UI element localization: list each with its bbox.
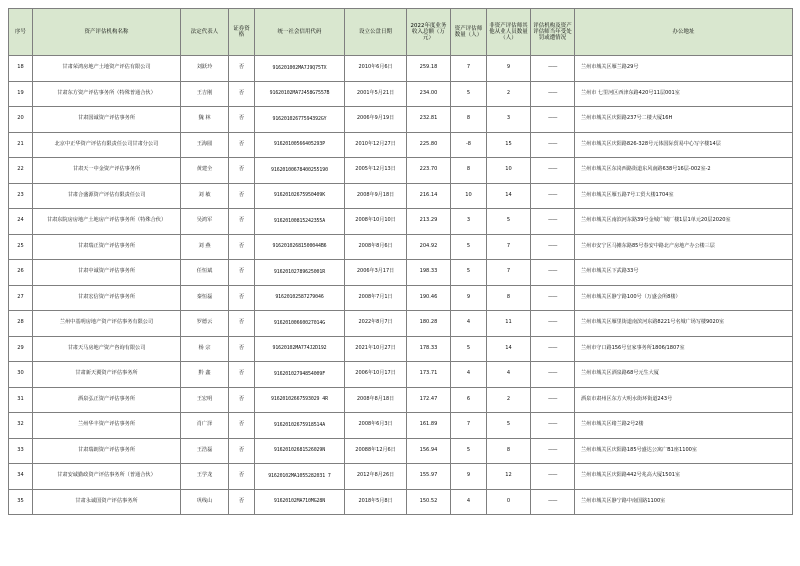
cell-annual-income: 172.47 [407, 387, 451, 413]
cell-agency-name: 甘肃瑞正资产评估事务所 [33, 234, 181, 260]
cell-seq: 24 [9, 209, 33, 235]
cell-legal-rep: 任恒斌 [181, 260, 229, 286]
cell-seq: 19 [9, 81, 33, 107]
cell-office-address: 兰州市城关区庆阳路826-328号元体国际贸易中心写字楼14层 [575, 132, 793, 158]
header-row [9, 9, 793, 56]
cell-seq: 28 [9, 311, 33, 337]
cell-office-address: 兰州市城关区酒泉路68号元生大厦 [575, 362, 793, 388]
cell-other-staff-count: 5 [487, 209, 531, 235]
cell-annual-income: 178.33 [407, 336, 451, 362]
cell-agency-name: 北京中正华资产评估有限责任公司甘肃分公司 [33, 132, 181, 158]
cell-legal-rep: 秦恒磊 [181, 285, 229, 311]
cell-office-address: 兰州市城关区雁五路7号工贸大楼1704室 [575, 183, 793, 209]
table-row [9, 132, 793, 158]
cell-other-staff-count: 12 [487, 464, 531, 490]
cell-legal-rep: 黔 鑫 [181, 362, 229, 388]
cell-credit-code: 91620100566405293P [255, 132, 345, 158]
cell-agency-name: 酒泉弘正资产评估事务所 [33, 387, 181, 413]
cell-establish-date: 2006年3月17日 [345, 260, 407, 286]
cell-penalty-status: —— [531, 234, 575, 260]
cell-penalty-status: —— [531, 438, 575, 464]
cell-appraiser-count: 5 [451, 234, 487, 260]
cell-office-address: 兰州市城关区下武路33号 [575, 260, 793, 286]
cell-other-staff-count: 3 [487, 107, 531, 133]
cell-annual-income: 190.46 [407, 285, 451, 311]
cell-annual-income: 234.00 [407, 81, 451, 107]
cell-agency-name: 甘肃国诚资产评估事务所 [33, 107, 181, 133]
cell-seq: 32 [9, 413, 33, 439]
cell-penalty-status: —— [531, 464, 575, 490]
cell-credit-code: 91620102MA1055282031 7 [255, 464, 345, 490]
cell-appraiser-count: 8 [451, 107, 487, 133]
cell-appraiser-count: 5 [451, 336, 487, 362]
cell-annual-income: 155.97 [407, 464, 451, 490]
cell-office-address: 兰州市城关区静宁路中南国路1100室 [575, 489, 793, 515]
cell-other-staff-count: 2 [487, 387, 531, 413]
cell-credit-code: 91620102MA774J2D192 [255, 336, 345, 362]
cell-establish-date: 2010年12月27日 [345, 132, 407, 158]
cell-other-staff-count: 8 [487, 438, 531, 464]
cell-seq: 18 [9, 56, 33, 82]
cell-securities-qualification: 否 [229, 336, 255, 362]
cell-appraiser-count: 8 [451, 158, 487, 184]
cell-legal-rep: 王宏明 [181, 387, 229, 413]
cell-securities-qualification: 否 [229, 132, 255, 158]
cell-credit-code: 91620100815242355A [255, 209, 345, 235]
cell-penalty-status: —— [531, 413, 575, 439]
cell-appraiser-count: 6 [451, 387, 487, 413]
cell-credit-code: 91620102667593029 4R [255, 387, 345, 413]
cell-seq: 29 [9, 336, 33, 362]
table-row [9, 158, 793, 184]
cell-seq: 21 [9, 132, 33, 158]
cell-seq: 31 [9, 387, 33, 413]
cell-agency-name: 甘肃天一中金资产评估事务所 [33, 158, 181, 184]
cell-securities-qualification: 否 [229, 107, 255, 133]
cell-seq: 22 [9, 158, 33, 184]
cell-other-staff-count: 11 [487, 311, 531, 337]
table-header [9, 9, 793, 56]
cell-office-address: 兰州市城关区庆阳路442号兆高大厦1501室 [575, 464, 793, 490]
cell-establish-date: 2018年5月8日 [345, 489, 407, 515]
cell-office-address: 兰州市城关区绪兰路2号2楼 [575, 413, 793, 439]
cell-securities-qualification: 否 [229, 413, 255, 439]
cell-annual-income: 216.14 [407, 183, 451, 209]
table-row [9, 183, 793, 209]
cell-office-address: 兰州市守口路156号皇家事务所1806/1807室 [575, 336, 793, 362]
table-row [9, 489, 793, 515]
cell-securities-qualification: 否 [229, 387, 255, 413]
cell-securities-qualification: 否 [229, 81, 255, 107]
cell-appraiser-count: 5 [451, 438, 487, 464]
cell-securities-qualification: 否 [229, 183, 255, 209]
cell-annual-income: 150.52 [407, 489, 451, 515]
cell-legal-rep: 黄建全 [181, 158, 229, 184]
cell-legal-rep: 肖广泽 [181, 413, 229, 439]
cell-other-staff-count: 10 [487, 158, 531, 184]
cell-other-staff-count: 8 [487, 285, 531, 311]
table-row [9, 234, 793, 260]
cell-annual-income: 161.89 [407, 413, 451, 439]
cell-annual-income: 204.92 [407, 234, 451, 260]
cell-credit-code: 91620102675950409K [255, 183, 345, 209]
cell-legal-rep: 罗德云 [181, 311, 229, 337]
cell-establish-date: 2006年10月17日 [345, 362, 407, 388]
cell-appraiser-count: 7 [451, 413, 487, 439]
cell-agency-name: 甘肃东院房房地产土地房产评估事务所（特殊合伙） [33, 209, 181, 235]
cell-other-staff-count: 2 [487, 81, 531, 107]
cell-appraiser-count: -8 [451, 132, 487, 158]
cell-establish-date: 2010年6月6日 [345, 56, 407, 82]
table-row [9, 107, 793, 133]
table-row [9, 387, 793, 413]
cell-legal-rep: 刘 敏 [181, 183, 229, 209]
cell-securities-qualification: 否 [229, 158, 255, 184]
cell-office-address: 酒泉市肃州区东方大明水街环街道243号 [575, 387, 793, 413]
cell-securities-qualification: 否 [229, 285, 255, 311]
cell-seq: 25 [9, 234, 33, 260]
cell-agency-name: 甘肃荣鸿房地产土地资产评估有限公司 [33, 56, 181, 82]
cell-agency-name: 甘肃瑞朗资产评估事务所 [33, 438, 181, 464]
cell-agency-name: 甘肃中诚资产评估事务所 [33, 260, 181, 286]
cell-securities-qualification: 否 [229, 464, 255, 490]
cell-office-address: 兰州市城关区庆阳路185号盛达公寓广B1座1100室 [575, 438, 793, 464]
cell-other-staff-count: 14 [487, 336, 531, 362]
cell-agency-name: 兰州中基明房地产资产评估事务有限公司 [33, 311, 181, 337]
table-row [9, 336, 793, 362]
cell-penalty-status: —— [531, 285, 575, 311]
table-row [9, 209, 793, 235]
cell-establish-date: 2008年10月10日 [345, 209, 407, 235]
cell-annual-income: 198.33 [407, 260, 451, 286]
cell-seq: 33 [9, 438, 33, 464]
cell-other-staff-count: 4 [487, 362, 531, 388]
cell-seq: 20 [9, 107, 33, 133]
cell-securities-qualification: 否 [229, 438, 255, 464]
cell-legal-rep: 魏 林 [181, 107, 229, 133]
cell-establish-date: 2008年9月18日 [345, 183, 407, 209]
cell-credit-code: 91620102794854009F [255, 362, 345, 388]
cell-office-address: 兰州市城关区静宁路100号（万盛会所8楼） [575, 285, 793, 311]
cell-penalty-status: —— [531, 132, 575, 158]
cell-legal-rep: 王海圆 [181, 132, 229, 158]
cell-credit-code: 91620102789625001R [255, 260, 345, 286]
cell-appraiser-count: 5 [451, 81, 487, 107]
cell-penalty-status: —— [531, 209, 575, 235]
cell-credit-code: 91620102677594392GY [255, 107, 345, 133]
cell-securities-qualification: 否 [229, 260, 255, 286]
header-agency-name: 资产评估机构名称 [33, 9, 181, 56]
header-credit-code: 统一社会信用代码 [255, 9, 345, 56]
header-penalty-status: 评估机构及资产评估师当年受处罚或遭情况 [531, 9, 575, 56]
cell-credit-code: 916201002MA7J9Q75TX [255, 56, 345, 82]
cell-seq: 23 [9, 183, 33, 209]
cell-other-staff-count: 14 [487, 183, 531, 209]
cell-office-address: 兰州市安宁区马摊东路85号春安中路北产房地产办公楼三层 [575, 234, 793, 260]
cell-penalty-status: —— [531, 336, 575, 362]
cell-other-staff-count: 7 [487, 260, 531, 286]
cell-legal-rep: 王吉刚 [181, 81, 229, 107]
cell-establish-date: 2021年10月27日 [345, 336, 407, 362]
header-establish-date: 设立公盘日期 [345, 9, 407, 56]
cell-appraiser-count: 10 [451, 183, 487, 209]
cell-penalty-status: —— [531, 387, 575, 413]
cell-credit-code: 91620102MA7J458G7557B [255, 81, 345, 107]
cell-appraiser-count: 5 [451, 260, 487, 286]
cell-credit-code: 91620102675918514A [255, 413, 345, 439]
cell-other-staff-count: 9 [487, 56, 531, 82]
cell-annual-income: 173.71 [407, 362, 451, 388]
header-seq: 序号 [9, 9, 33, 56]
cell-agency-name: 甘肃宏信资产评估事务所 [33, 285, 181, 311]
cell-establish-date: 2022年8月7日 [345, 311, 407, 337]
cell-office-address: 兰州市城关区雁里街道南滨河东路8221号名城广场写楼9020室 [575, 311, 793, 337]
cell-annual-income: 225.80 [407, 132, 451, 158]
cell-appraiser-count: 4 [451, 362, 487, 388]
cell-credit-code: 91620102MA710MG28N [255, 489, 345, 515]
appraisal-agency-table [8, 8, 793, 515]
cell-office-address: 兰州市 七里河区西津东路420号11层001室 [575, 81, 793, 107]
cell-other-staff-count: 0 [487, 489, 531, 515]
cell-penalty-status: —— [531, 107, 575, 133]
cell-legal-rep: 杨 宗 [181, 336, 229, 362]
cell-credit-code: 91620102681500044B6 [255, 234, 345, 260]
cell-office-address: 兰州市城关区南滨河东路39号金城广城厂楼1层1单元20层2020室 [575, 209, 793, 235]
cell-credit-code: 91620100660027014G [255, 311, 345, 337]
cell-securities-qualification: 否 [229, 209, 255, 235]
cell-appraiser-count: 7 [451, 56, 487, 82]
cell-annual-income: 156.94 [407, 438, 451, 464]
cell-establish-date: 2006年9月19日 [345, 107, 407, 133]
table-body [9, 56, 793, 515]
header-other-staff-count: 非资产评估师其他从业人员数量（人） [487, 9, 531, 56]
cell-annual-income: 232.81 [407, 107, 451, 133]
cell-annual-income: 259.18 [407, 56, 451, 82]
cell-office-address: 兰州市城关区东岗西路街道东风南路638号16层-002室-2 [575, 158, 793, 184]
table-row [9, 311, 793, 337]
cell-office-address: 兰州市城关区庆阳路237号二楼大厦16H [575, 107, 793, 133]
cell-seq: 26 [9, 260, 33, 286]
cell-appraiser-count: 3 [451, 209, 487, 235]
cell-penalty-status: —— [531, 489, 575, 515]
cell-securities-qualification: 否 [229, 234, 255, 260]
table-row [9, 464, 793, 490]
cell-appraiser-count: 4 [451, 489, 487, 515]
cell-penalty-status: —— [531, 81, 575, 107]
cell-penalty-status: —— [531, 183, 575, 209]
table-row [9, 362, 793, 388]
cell-legal-rep: 刘 燕 [181, 234, 229, 260]
table-row [9, 285, 793, 311]
cell-securities-qualification: 否 [229, 311, 255, 337]
cell-credit-code: 91620102587279046 [255, 285, 345, 311]
cell-penalty-status: —— [531, 260, 575, 286]
cell-appraiser-count: 4 [451, 311, 487, 337]
cell-seq: 30 [9, 362, 33, 388]
cell-agency-name: 兰州华丰资产评估事务所 [33, 413, 181, 439]
header-office-address: 办公地址 [575, 9, 793, 56]
cell-other-staff-count: 15 [487, 132, 531, 158]
cell-agency-name: 甘肃天马房地产资产咨询有限公司 [33, 336, 181, 362]
cell-establish-date: 2008年8月18日 [345, 387, 407, 413]
cell-seq: 35 [9, 489, 33, 515]
header-annual-income: 2022年度业务收入总额（万元） [407, 9, 451, 56]
cell-establish-date: 2008年7月1日 [345, 285, 407, 311]
cell-agency-name: 甘肃合盛源资产评估有限责任公司 [33, 183, 181, 209]
cell-legal-rep: 巩线山 [181, 489, 229, 515]
cell-other-staff-count: 5 [487, 413, 531, 439]
cell-appraiser-count: 9 [451, 285, 487, 311]
table-row [9, 260, 793, 286]
header-legal-rep: 法定代表人 [181, 9, 229, 56]
table-row [9, 81, 793, 107]
table-row [9, 413, 793, 439]
cell-credit-code: 91620102681526029N [255, 438, 345, 464]
cell-seq: 34 [9, 464, 33, 490]
cell-seq: 27 [9, 285, 33, 311]
cell-penalty-status: —— [531, 311, 575, 337]
cell-establish-date: 2008年6月3日 [345, 413, 407, 439]
cell-establish-date: 2001年5月21日 [345, 81, 407, 107]
cell-agency-name: 甘肃安诚勤政资产评估事务所（普通合伙） [33, 464, 181, 490]
cell-penalty-status: —— [531, 158, 575, 184]
cell-agency-name: 甘肃永诚国资产评估事务所 [33, 489, 181, 515]
header-appraiser-count: 资产评估师数量（人） [451, 9, 487, 56]
cell-legal-rep: 王浩磊 [181, 438, 229, 464]
cell-securities-qualification: 否 [229, 489, 255, 515]
cell-penalty-status: —— [531, 362, 575, 388]
cell-annual-income: 180.28 [407, 311, 451, 337]
cell-establish-date: 2005年12月13日 [345, 158, 407, 184]
cell-legal-rep: 吴鸿军 [181, 209, 229, 235]
header-securities-qualification: 证券资格 [229, 9, 255, 56]
cell-agency-name: 甘肃东方资产评估事务所（特殊普通合伙） [33, 81, 181, 107]
cell-legal-rep: 王学龙 [181, 464, 229, 490]
cell-establish-date: 2012年8月26日 [345, 464, 407, 490]
cell-annual-income: 223.70 [407, 158, 451, 184]
cell-office-address: 兰州市城关区雁兰路29号 [575, 56, 793, 82]
cell-appraiser-count: 9 [451, 464, 487, 490]
cell-legal-rep: 刘跃玲 [181, 56, 229, 82]
cell-establish-date: 2008年8月6日 [345, 234, 407, 260]
cell-other-staff-count: 7 [487, 234, 531, 260]
cell-penalty-status: —— [531, 56, 575, 82]
cell-credit-code: 91620100678400255190 [255, 158, 345, 184]
cell-agency-name: 甘肃新天翼资产评估事务所 [33, 362, 181, 388]
table-row [9, 56, 793, 82]
cell-securities-qualification: 否 [229, 362, 255, 388]
cell-annual-income: 213.29 [407, 209, 451, 235]
table-row [9, 438, 793, 464]
cell-securities-qualification: 否 [229, 56, 255, 82]
cell-establish-date: 20088年12月6日 [345, 438, 407, 464]
